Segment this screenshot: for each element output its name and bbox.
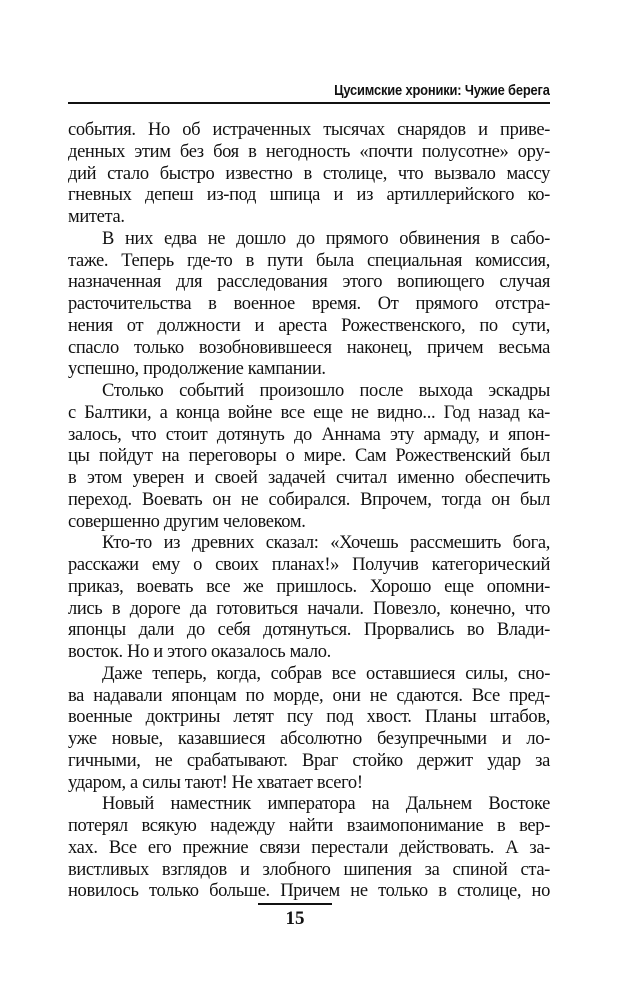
text-line: японцы дали до себя дотянуться. Прорвались во Влади-	[68, 620, 550, 641]
text-line: лись в дороге да готовиться начали. Повезло, конечно, что	[68, 598, 550, 619]
text-line: переход. Воевать он не собирался. Впрочем, тогда он был	[68, 489, 550, 510]
text-line: потерял всякую надежду найти взаимопонимание в вер-	[68, 816, 550, 836]
text-line: с Балтики, а конца войне все еще не видно... Год назад ка-	[68, 402, 550, 423]
text-line: В них едва не дошло до прямого обвинения в сабо-	[102, 228, 550, 249]
text-line: совершенно другим человеком.	[68, 511, 306, 532]
text-line: денных этим без боя в негодность «почти полусотне» ору-	[68, 141, 550, 162]
footer-rule	[258, 903, 332, 905]
body-text	[68, 120, 550, 903]
text-line: дий стало быстро известно в столице, что вызвало массу	[68, 163, 550, 184]
text-line: спасло только возобновившееся наконец, причем весьма	[68, 337, 550, 358]
page-number: 15	[285, 908, 305, 929]
text-line: гневных депеш из-под шпица и из артиллерийского ко-	[68, 185, 550, 206]
text-line: Даже теперь, когда, собрав все оставшиеся силы, сно-	[102, 663, 550, 684]
text-line: Столько событий произошло после выхода эскадры	[102, 381, 550, 401]
text-line: уже новые, казавшиеся абсолютно безупречными и ло-	[68, 729, 550, 749]
text-line: приказ, воевать все же пришлось. Хорошо еще опомни-	[68, 576, 550, 597]
running-header	[68, 76, 550, 104]
text-line: цы пойдут на переговоры о мире. Сам Рожественский был	[68, 446, 550, 467]
text-line: гичными, не срабатывают. Враг стойко держит удар за	[68, 750, 550, 771]
text-line: Кто-то из древних сказал: «Хочешь рассмешить бога,	[102, 533, 550, 554]
text-line: залось, что стоит дотянуть до Аннама эту армаду, и япон-	[68, 424, 550, 445]
text-line: расточительства в военное время. От прямого отстра-	[68, 294, 550, 314]
text-line: военные доктрины летят псу под хвост. Планы штабов,	[68, 707, 550, 728]
text-line: таже. Теперь где-то в пути была специальная комиссия,	[68, 250, 550, 271]
running-header-title: Цусимские хроники: Чужие берега	[334, 82, 550, 99]
text-line: ударом, а силы тают! Не хватает всего!	[68, 772, 363, 793]
text-line: хах. Все его прежние связи перестали действовать. А за-	[68, 837, 550, 858]
text-line: митета.	[68, 207, 125, 227]
text-line: Новый наместник императора на Дальнем Востоке	[102, 794, 550, 815]
text-line: ва надавали японцам по морде, они не сдаются. Все пред-	[68, 685, 550, 706]
text-line: восток. Но и этого оказалось мало.	[68, 642, 331, 662]
text-line: в этом уверен и своей задачей считал именно обеспечить	[68, 468, 550, 488]
text-line: новилось только больше. Причем не только в столице, но	[68, 881, 550, 902]
text-line: события. Но об истраченных тысячах снарядов и приве-	[68, 120, 550, 140]
text-line: расскажи ему о своих планах!» Получив категорический	[68, 555, 550, 575]
text-line: успешно, продолжение кампании.	[68, 359, 326, 380]
text-line: вистливых взглядов и злобного шипения за спиной ста-	[68, 859, 550, 880]
text-line: нения от должности и ареста Рожественского, по сути,	[68, 315, 550, 336]
text-line: назначенная для расследования этого вопиющего случая	[68, 272, 550, 293]
